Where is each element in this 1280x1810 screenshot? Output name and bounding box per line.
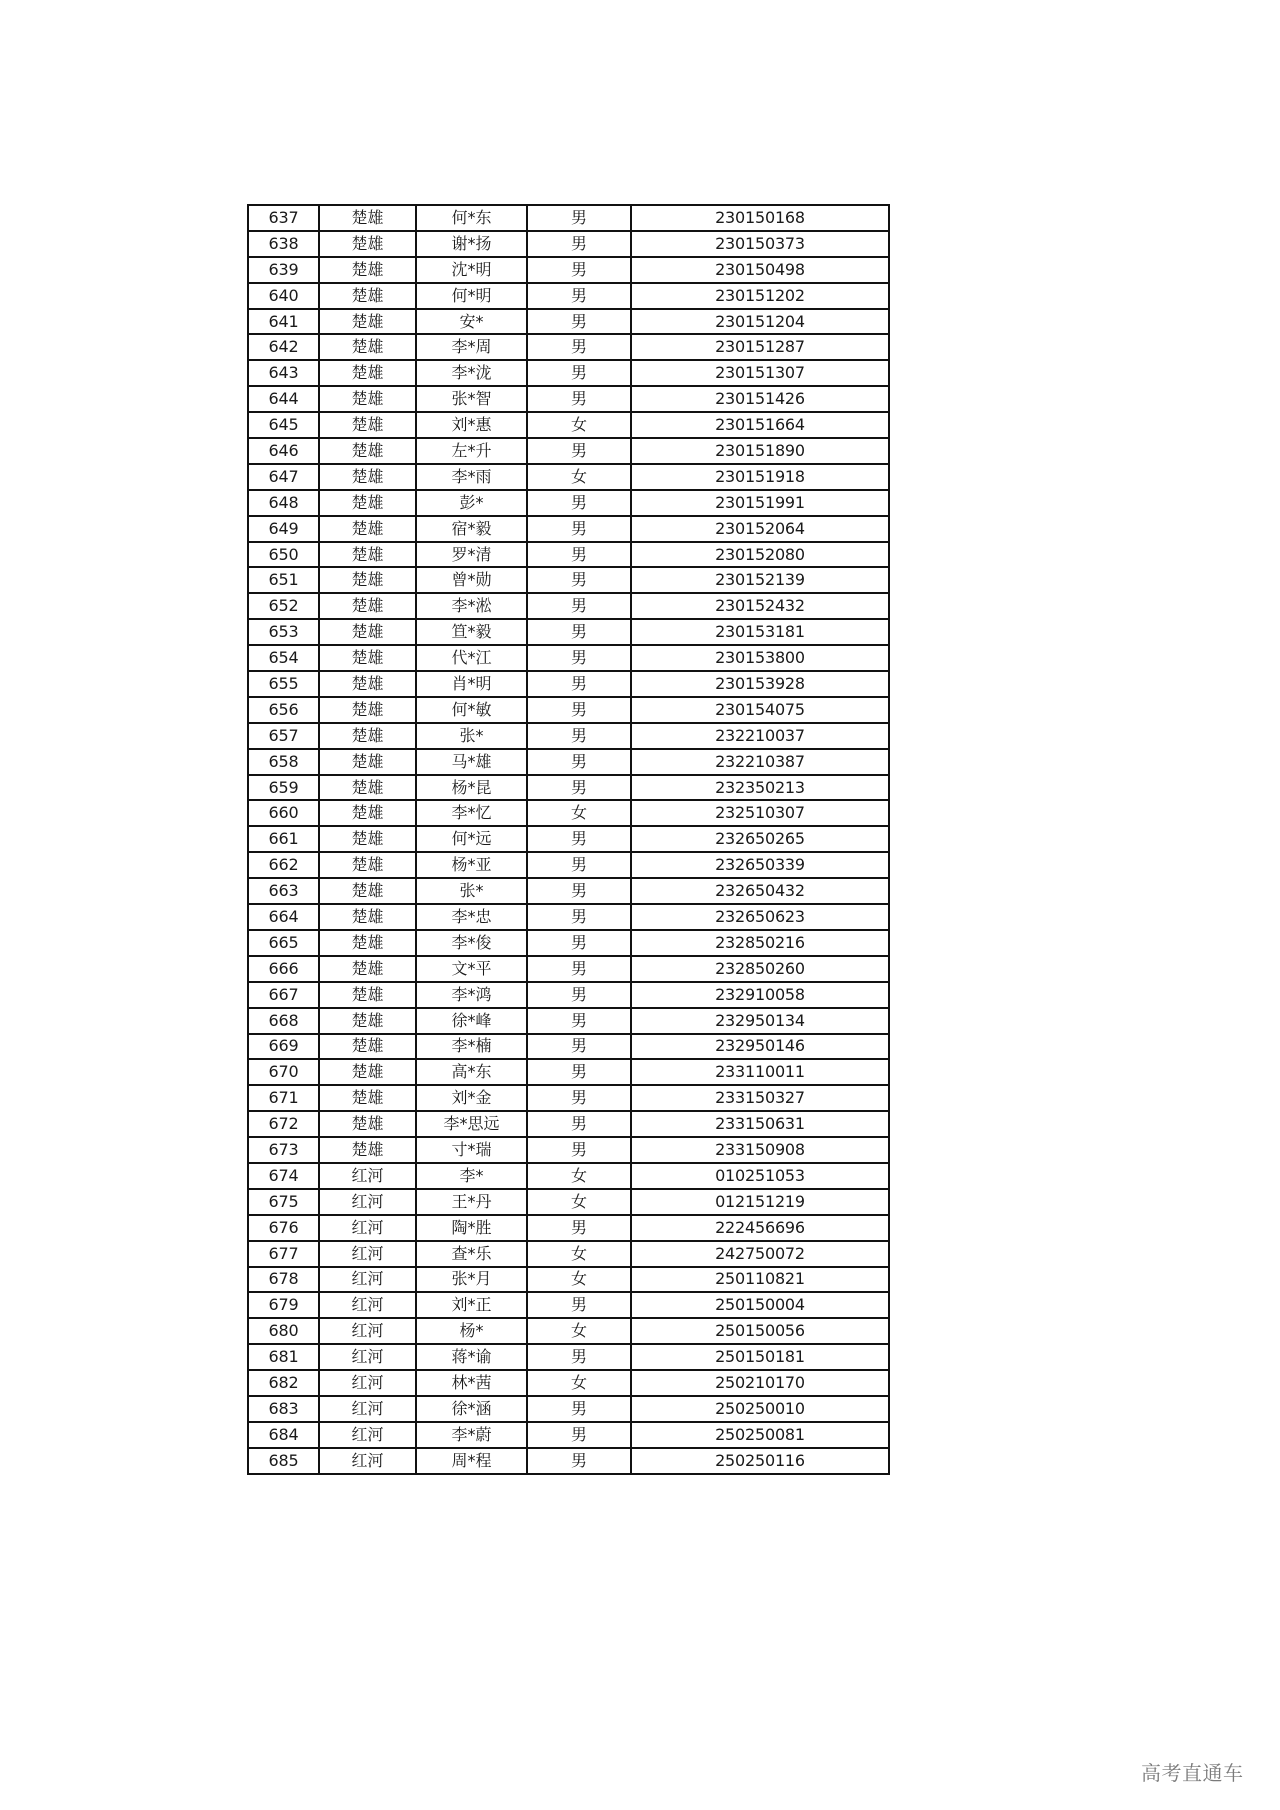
table-row bbox=[248, 1189, 889, 1215]
exam-id-cell: 222456696 bbox=[631, 1215, 889, 1241]
table-row bbox=[248, 593, 889, 619]
gender-cell: 男 bbox=[527, 645, 631, 671]
table-row bbox=[248, 1396, 889, 1422]
exam-id-cell: 250150056 bbox=[631, 1318, 889, 1344]
watermark-text: 高考直通车 bbox=[1141, 1761, 1244, 1785]
table-row bbox=[248, 697, 889, 723]
exam-id-cell: 230153928 bbox=[631, 671, 889, 697]
student-name-cell: 何*明 bbox=[416, 283, 527, 309]
region-cell: 楚雄 bbox=[319, 697, 416, 723]
gender-cell: 男 bbox=[527, 1059, 631, 1085]
exam-id-cell: 232510307 bbox=[631, 800, 889, 826]
region-cell: 楚雄 bbox=[319, 516, 416, 542]
region-cell: 楚雄 bbox=[319, 593, 416, 619]
row-number-cell: 665 bbox=[248, 930, 319, 956]
table-row bbox=[248, 283, 889, 309]
student-name-cell: 彭* bbox=[416, 490, 527, 516]
exam-id-cell: 230151202 bbox=[631, 283, 889, 309]
roster-table-body bbox=[248, 205, 889, 1474]
row-number-cell: 656 bbox=[248, 697, 319, 723]
row-number-cell: 676 bbox=[248, 1215, 319, 1241]
row-number-cell: 671 bbox=[248, 1085, 319, 1111]
exam-id-cell: 250250081 bbox=[631, 1422, 889, 1448]
gender-cell: 女 bbox=[527, 1241, 631, 1267]
exam-id-cell: 232850260 bbox=[631, 956, 889, 982]
student-name-cell: 李*鸿 bbox=[416, 982, 527, 1008]
row-number-cell: 650 bbox=[248, 542, 319, 568]
row-number-cell: 638 bbox=[248, 231, 319, 257]
table-row bbox=[248, 671, 889, 697]
exam-id-cell: 233150908 bbox=[631, 1137, 889, 1163]
student-name-cell: 李*忠 bbox=[416, 904, 527, 930]
region-cell: 楚雄 bbox=[319, 775, 416, 801]
table-row bbox=[248, 516, 889, 542]
row-number-cell: 660 bbox=[248, 800, 319, 826]
student-name-cell: 沈*明 bbox=[416, 257, 527, 283]
row-number-cell: 652 bbox=[248, 593, 319, 619]
region-cell: 楚雄 bbox=[319, 386, 416, 412]
gender-cell: 男 bbox=[527, 1085, 631, 1111]
exam-id-cell: 230151991 bbox=[631, 490, 889, 516]
table-row bbox=[248, 490, 889, 516]
exam-id-cell: 232650432 bbox=[631, 878, 889, 904]
student-name-cell: 王*丹 bbox=[416, 1189, 527, 1215]
gender-cell: 女 bbox=[527, 1189, 631, 1215]
gender-cell: 男 bbox=[527, 438, 631, 464]
table-row bbox=[248, 1318, 889, 1344]
exam-id-cell: 230152080 bbox=[631, 542, 889, 568]
student-name-cell: 杨*亚 bbox=[416, 852, 527, 878]
student-name-cell: 安* bbox=[416, 309, 527, 335]
region-cell: 楚雄 bbox=[319, 360, 416, 386]
table-row bbox=[248, 1370, 889, 1396]
exam-id-cell: 230151287 bbox=[631, 334, 889, 360]
table-row bbox=[248, 309, 889, 335]
gender-cell: 男 bbox=[527, 360, 631, 386]
gender-cell: 男 bbox=[527, 1137, 631, 1163]
row-number-cell: 658 bbox=[248, 749, 319, 775]
exam-id-cell: 232210387 bbox=[631, 749, 889, 775]
region-cell: 楚雄 bbox=[319, 723, 416, 749]
student-name-cell: 林*茜 bbox=[416, 1370, 527, 1396]
row-number-cell: 668 bbox=[248, 1008, 319, 1034]
exam-id-cell: 230151918 bbox=[631, 464, 889, 490]
table-row bbox=[248, 205, 889, 231]
row-number-cell: 669 bbox=[248, 1034, 319, 1060]
region-cell: 楚雄 bbox=[319, 852, 416, 878]
region-cell: 楚雄 bbox=[319, 826, 416, 852]
gender-cell: 男 bbox=[527, 826, 631, 852]
exam-id-cell: 230153181 bbox=[631, 619, 889, 645]
table-row bbox=[248, 567, 889, 593]
region-cell: 红河 bbox=[319, 1396, 416, 1422]
gender-cell: 男 bbox=[527, 956, 631, 982]
region-cell: 红河 bbox=[319, 1267, 416, 1293]
table-row bbox=[248, 542, 889, 568]
student-name-cell: 罗*清 bbox=[416, 542, 527, 568]
row-number-cell: 647 bbox=[248, 464, 319, 490]
row-number-cell: 684 bbox=[248, 1422, 319, 1448]
exam-id-cell: 230150168 bbox=[631, 205, 889, 231]
student-name-cell: 笪*毅 bbox=[416, 619, 527, 645]
table-row bbox=[248, 1267, 889, 1293]
row-number-cell: 637 bbox=[248, 205, 319, 231]
row-number-cell: 641 bbox=[248, 309, 319, 335]
exam-id-cell: 230152064 bbox=[631, 516, 889, 542]
row-number-cell: 663 bbox=[248, 878, 319, 904]
exam-id-cell: 230152139 bbox=[631, 567, 889, 593]
exam-id-cell: 232950146 bbox=[631, 1034, 889, 1060]
region-cell: 红河 bbox=[319, 1318, 416, 1344]
student-name-cell: 李*雨 bbox=[416, 464, 527, 490]
row-number-cell: 685 bbox=[248, 1448, 319, 1474]
gender-cell: 男 bbox=[527, 231, 631, 257]
student-name-cell: 宿*毅 bbox=[416, 516, 527, 542]
table-row bbox=[248, 749, 889, 775]
region-cell: 楚雄 bbox=[319, 878, 416, 904]
gender-cell: 女 bbox=[527, 464, 631, 490]
table-row bbox=[248, 1163, 889, 1189]
student-name-cell: 张*月 bbox=[416, 1267, 527, 1293]
row-number-cell: 655 bbox=[248, 671, 319, 697]
exam-id-cell: 250250010 bbox=[631, 1396, 889, 1422]
exam-id-cell: 232650623 bbox=[631, 904, 889, 930]
student-name-cell: 李*思远 bbox=[416, 1111, 527, 1137]
gender-cell: 男 bbox=[527, 775, 631, 801]
exam-id-cell: 250110821 bbox=[631, 1267, 889, 1293]
table-row bbox=[248, 257, 889, 283]
gender-cell: 男 bbox=[527, 930, 631, 956]
table-row bbox=[248, 619, 889, 645]
table-row bbox=[248, 956, 889, 982]
student-name-cell: 寸*瑞 bbox=[416, 1137, 527, 1163]
student-name-cell: 蒋*谕 bbox=[416, 1344, 527, 1370]
exam-id-cell: 230150373 bbox=[631, 231, 889, 257]
gender-cell: 女 bbox=[527, 1370, 631, 1396]
table-row bbox=[248, 775, 889, 801]
row-number-cell: 670 bbox=[248, 1059, 319, 1085]
gender-cell: 男 bbox=[527, 852, 631, 878]
student-name-cell: 徐*涵 bbox=[416, 1396, 527, 1422]
row-number-cell: 648 bbox=[248, 490, 319, 516]
region-cell: 楚雄 bbox=[319, 438, 416, 464]
region-cell: 楚雄 bbox=[319, 956, 416, 982]
row-number-cell: 644 bbox=[248, 386, 319, 412]
gender-cell: 男 bbox=[527, 205, 631, 231]
table-row bbox=[248, 1137, 889, 1163]
table-row bbox=[248, 826, 889, 852]
table-row bbox=[248, 412, 889, 438]
student-name-cell: 刘*惠 bbox=[416, 412, 527, 438]
row-number-cell: 661 bbox=[248, 826, 319, 852]
row-number-cell: 672 bbox=[248, 1111, 319, 1137]
student-name-cell: 谢*扬 bbox=[416, 231, 527, 257]
gender-cell: 男 bbox=[527, 749, 631, 775]
exam-id-cell: 230151890 bbox=[631, 438, 889, 464]
gender-cell: 男 bbox=[527, 567, 631, 593]
gender-cell: 女 bbox=[527, 1163, 631, 1189]
table-row bbox=[248, 930, 889, 956]
gender-cell: 男 bbox=[527, 1215, 631, 1241]
table-row bbox=[248, 1215, 889, 1241]
student-name-cell: 杨* bbox=[416, 1318, 527, 1344]
table-row bbox=[248, 386, 889, 412]
student-name-cell: 高*东 bbox=[416, 1059, 527, 1085]
table-row bbox=[248, 723, 889, 749]
exam-id-cell: 230152432 bbox=[631, 593, 889, 619]
row-number-cell: 681 bbox=[248, 1344, 319, 1370]
row-number-cell: 666 bbox=[248, 956, 319, 982]
student-name-cell: 文*平 bbox=[416, 956, 527, 982]
table-row bbox=[248, 1008, 889, 1034]
exam-id-cell: 230151664 bbox=[631, 412, 889, 438]
table-row bbox=[248, 360, 889, 386]
row-number-cell: 654 bbox=[248, 645, 319, 671]
table-row bbox=[248, 852, 889, 878]
gender-cell: 男 bbox=[527, 386, 631, 412]
row-number-cell: 643 bbox=[248, 360, 319, 386]
row-number-cell: 642 bbox=[248, 334, 319, 360]
row-number-cell: 662 bbox=[248, 852, 319, 878]
region-cell: 红河 bbox=[319, 1422, 416, 1448]
table-row bbox=[248, 878, 889, 904]
region-cell: 楚雄 bbox=[319, 671, 416, 697]
region-cell: 楚雄 bbox=[319, 1008, 416, 1034]
student-name-cell: 刘*正 bbox=[416, 1292, 527, 1318]
region-cell: 红河 bbox=[319, 1215, 416, 1241]
table-row bbox=[248, 1085, 889, 1111]
table-row bbox=[248, 1111, 889, 1137]
gender-cell: 男 bbox=[527, 697, 631, 723]
gender-cell: 男 bbox=[527, 283, 631, 309]
gender-cell: 男 bbox=[527, 1111, 631, 1137]
region-cell: 楚雄 bbox=[319, 309, 416, 335]
student-name-cell: 李*淞 bbox=[416, 593, 527, 619]
table-row bbox=[248, 231, 889, 257]
row-number-cell: 675 bbox=[248, 1189, 319, 1215]
row-number-cell: 680 bbox=[248, 1318, 319, 1344]
row-number-cell: 659 bbox=[248, 775, 319, 801]
region-cell: 红河 bbox=[319, 1370, 416, 1396]
gender-cell: 男 bbox=[527, 1292, 631, 1318]
row-number-cell: 657 bbox=[248, 723, 319, 749]
student-name-cell: 何*敏 bbox=[416, 697, 527, 723]
student-name-cell: 曾*勋 bbox=[416, 567, 527, 593]
gender-cell: 男 bbox=[527, 1344, 631, 1370]
gender-cell: 男 bbox=[527, 878, 631, 904]
exam-id-cell: 230151307 bbox=[631, 360, 889, 386]
region-cell: 楚雄 bbox=[319, 464, 416, 490]
region-cell: 楚雄 bbox=[319, 904, 416, 930]
table-row bbox=[248, 438, 889, 464]
table-row bbox=[248, 464, 889, 490]
exam-id-cell: 250250116 bbox=[631, 1448, 889, 1474]
region-cell: 楚雄 bbox=[319, 982, 416, 1008]
region-cell: 楚雄 bbox=[319, 283, 416, 309]
row-number-cell: 651 bbox=[248, 567, 319, 593]
gender-cell: 男 bbox=[527, 593, 631, 619]
table-row bbox=[248, 904, 889, 930]
student-name-cell: 李*蔚 bbox=[416, 1422, 527, 1448]
exam-id-cell: 232850216 bbox=[631, 930, 889, 956]
gender-cell: 女 bbox=[527, 800, 631, 826]
exam-id-cell: 250150004 bbox=[631, 1292, 889, 1318]
gender-cell: 男 bbox=[527, 904, 631, 930]
student-name-cell: 左*升 bbox=[416, 438, 527, 464]
table-row bbox=[248, 1241, 889, 1267]
exam-id-cell: 012151219 bbox=[631, 1189, 889, 1215]
region-cell: 楚雄 bbox=[319, 1059, 416, 1085]
region-cell: 红河 bbox=[319, 1189, 416, 1215]
student-name-cell: 代*江 bbox=[416, 645, 527, 671]
student-name-cell: 李*楠 bbox=[416, 1034, 527, 1060]
row-number-cell: 639 bbox=[248, 257, 319, 283]
row-number-cell: 682 bbox=[248, 1370, 319, 1396]
table-row bbox=[248, 982, 889, 1008]
gender-cell: 男 bbox=[527, 1008, 631, 1034]
region-cell: 红河 bbox=[319, 1163, 416, 1189]
student-name-cell: 张* bbox=[416, 878, 527, 904]
gender-cell: 男 bbox=[527, 982, 631, 1008]
student-name-cell: 杨*昆 bbox=[416, 775, 527, 801]
student-roster-table bbox=[247, 204, 890, 1475]
gender-cell: 女 bbox=[527, 1318, 631, 1344]
table-row bbox=[248, 645, 889, 671]
exam-id-cell: 232650265 bbox=[631, 826, 889, 852]
student-name-cell: 李*忆 bbox=[416, 800, 527, 826]
student-name-cell: 徐*峰 bbox=[416, 1008, 527, 1034]
region-cell: 楚雄 bbox=[319, 231, 416, 257]
region-cell: 楚雄 bbox=[319, 619, 416, 645]
exam-id-cell: 233150327 bbox=[631, 1085, 889, 1111]
region-cell: 楚雄 bbox=[319, 930, 416, 956]
row-number-cell: 678 bbox=[248, 1267, 319, 1293]
region-cell: 楚雄 bbox=[319, 205, 416, 231]
region-cell: 红河 bbox=[319, 1344, 416, 1370]
gender-cell: 男 bbox=[527, 1396, 631, 1422]
region-cell: 楚雄 bbox=[319, 1085, 416, 1111]
region-cell: 楚雄 bbox=[319, 412, 416, 438]
gender-cell: 男 bbox=[527, 1034, 631, 1060]
gender-cell: 男 bbox=[527, 1422, 631, 1448]
table-row bbox=[248, 1422, 889, 1448]
student-name-cell: 马*雄 bbox=[416, 749, 527, 775]
student-name-cell: 刘*金 bbox=[416, 1085, 527, 1111]
gender-cell: 男 bbox=[527, 516, 631, 542]
exam-id-cell: 230151204 bbox=[631, 309, 889, 335]
row-number-cell: 649 bbox=[248, 516, 319, 542]
region-cell: 楚雄 bbox=[319, 542, 416, 568]
row-number-cell: 679 bbox=[248, 1292, 319, 1318]
student-name-cell: 李*俊 bbox=[416, 930, 527, 956]
exam-id-cell: 230153800 bbox=[631, 645, 889, 671]
gender-cell: 男 bbox=[527, 309, 631, 335]
student-name-cell: 周*程 bbox=[416, 1448, 527, 1474]
region-cell: 楚雄 bbox=[319, 749, 416, 775]
region-cell: 楚雄 bbox=[319, 1111, 416, 1137]
region-cell: 楚雄 bbox=[319, 645, 416, 671]
region-cell: 红河 bbox=[319, 1241, 416, 1267]
table-row bbox=[248, 1448, 889, 1474]
gender-cell: 女 bbox=[527, 1267, 631, 1293]
gender-cell: 男 bbox=[527, 1448, 631, 1474]
row-number-cell: 664 bbox=[248, 904, 319, 930]
gender-cell: 男 bbox=[527, 671, 631, 697]
table-row bbox=[248, 1292, 889, 1318]
exam-id-cell: 230150498 bbox=[631, 257, 889, 283]
exam-id-cell: 232350213 bbox=[631, 775, 889, 801]
gender-cell: 男 bbox=[527, 257, 631, 283]
student-name-cell: 李*周 bbox=[416, 334, 527, 360]
student-name-cell: 李*泷 bbox=[416, 360, 527, 386]
region-cell: 楚雄 bbox=[319, 1034, 416, 1060]
row-number-cell: 677 bbox=[248, 1241, 319, 1267]
exam-id-cell: 010251053 bbox=[631, 1163, 889, 1189]
table-row bbox=[248, 1344, 889, 1370]
student-name-cell: 张*智 bbox=[416, 386, 527, 412]
region-cell: 楚雄 bbox=[319, 257, 416, 283]
region-cell: 楚雄 bbox=[319, 800, 416, 826]
exam-id-cell: 233110011 bbox=[631, 1059, 889, 1085]
student-name-cell: 李* bbox=[416, 1163, 527, 1189]
student-name-cell: 查*乐 bbox=[416, 1241, 527, 1267]
row-number-cell: 667 bbox=[248, 982, 319, 1008]
exam-id-cell: 230154075 bbox=[631, 697, 889, 723]
row-number-cell: 646 bbox=[248, 438, 319, 464]
exam-id-cell: 242750072 bbox=[631, 1241, 889, 1267]
exam-id-cell: 230151426 bbox=[631, 386, 889, 412]
exam-id-cell: 232650339 bbox=[631, 852, 889, 878]
gender-cell: 男 bbox=[527, 334, 631, 360]
region-cell: 红河 bbox=[319, 1292, 416, 1318]
student-name-cell: 何*远 bbox=[416, 826, 527, 852]
student-name-cell: 张* bbox=[416, 723, 527, 749]
table-row bbox=[248, 800, 889, 826]
gender-cell: 男 bbox=[527, 542, 631, 568]
gender-cell: 男 bbox=[527, 619, 631, 645]
region-cell: 红河 bbox=[319, 1448, 416, 1474]
row-number-cell: 673 bbox=[248, 1137, 319, 1163]
table-row bbox=[248, 334, 889, 360]
row-number-cell: 640 bbox=[248, 283, 319, 309]
student-name-cell: 陶*胜 bbox=[416, 1215, 527, 1241]
exam-id-cell: 232910058 bbox=[631, 982, 889, 1008]
student-name-cell: 肖*明 bbox=[416, 671, 527, 697]
region-cell: 楚雄 bbox=[319, 567, 416, 593]
student-name-cell: 何*东 bbox=[416, 205, 527, 231]
exam-id-cell: 250210170 bbox=[631, 1370, 889, 1396]
region-cell: 楚雄 bbox=[319, 490, 416, 516]
region-cell: 楚雄 bbox=[319, 334, 416, 360]
exam-id-cell: 232950134 bbox=[631, 1008, 889, 1034]
exam-id-cell: 232210037 bbox=[631, 723, 889, 749]
exam-id-cell: 250150181 bbox=[631, 1344, 889, 1370]
table-row bbox=[248, 1034, 889, 1060]
gender-cell: 女 bbox=[527, 412, 631, 438]
gender-cell: 男 bbox=[527, 490, 631, 516]
exam-id-cell: 233150631 bbox=[631, 1111, 889, 1137]
region-cell: 楚雄 bbox=[319, 1137, 416, 1163]
row-number-cell: 645 bbox=[248, 412, 319, 438]
row-number-cell: 653 bbox=[248, 619, 319, 645]
gender-cell: 男 bbox=[527, 723, 631, 749]
row-number-cell: 674 bbox=[248, 1163, 319, 1189]
row-number-cell: 683 bbox=[248, 1396, 319, 1422]
table-row bbox=[248, 1059, 889, 1085]
